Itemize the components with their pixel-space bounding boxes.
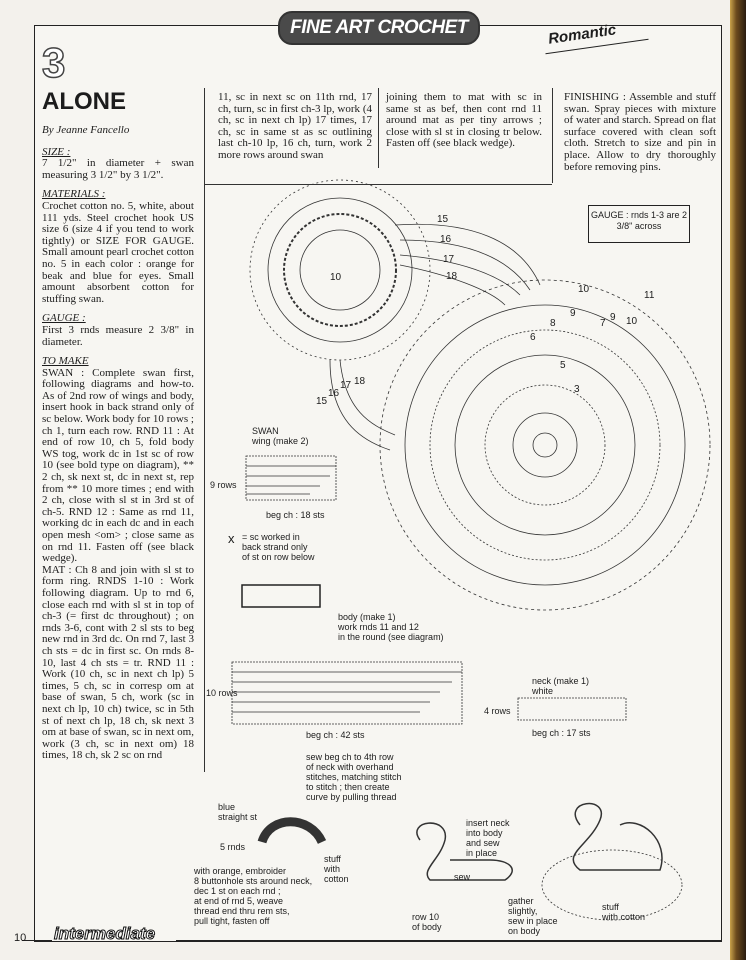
orange-note: with orange, embroider 8 buttonhole sts around neck, dec 1 st on each rnd ; at end of rnd 5, weave thread end thru rem sts, pull tight, fasten off (194, 866, 313, 926)
materials-heading: MATERIALS : (42, 188, 106, 201)
gauge-text: First 3 rnds measure 2 3/8" in diameter. (42, 323, 194, 348)
swan-finished-outline (573, 804, 662, 870)
insert-neck-label: insert neck into body and sew in place (466, 818, 510, 858)
row-label-15: 15 (437, 214, 449, 225)
gauge-heading: GAUGE : (42, 312, 86, 325)
swan-base-scallop-ring (250, 180, 430, 360)
pattern-title: ALONE (42, 88, 126, 115)
swan-instructions: SWAN : Complete swan first, following diagrams and how-to. As of 2nd row of wings and body, insert hook in back strand only of sc below. Work body for 10 rows ; ch 1, turn each row. RND 11 : At end of row 10, ch 5, fold body WS tog, work dc in 1st sc of row 10 (see bold type on diagram), ** 2 ch, sk next st, dc in next st, rep from ** 10 more times ; end with 2 ch, close with sl st in 3rd st of ch-5. RND 12 : Same as rnd 11, working dc in each dc and in each open mesh <om> ; close same as on rnd 11. Fasten off (see black wedge). (42, 366, 194, 565)
body-rows (232, 672, 462, 712)
neck-beg-label: beg ch : 17 sts (532, 728, 591, 738)
mat-outer-ring (380, 280, 710, 610)
sew-label: sew (454, 872, 471, 882)
row10-label: row 10 of body (412, 912, 442, 932)
stuff-cotton-label: stuff with cotton (324, 854, 349, 884)
body-beg-label: beg ch : 42 sts (306, 730, 365, 740)
blue-label: blue straight st (218, 802, 258, 822)
swan-base-inner-ring (300, 230, 380, 310)
mat-rnd-label: 10 (578, 284, 590, 295)
byline: By Jeanne Fancello (42, 124, 130, 136)
sew-note: sew beg ch to 4th row of neck with overhand stitches, matching stitch to stitch ; then create curve by pulling thread (306, 752, 402, 802)
instructions-column-2: 11, sc in next sc on 11th rnd, 17 ch, turn, sc in first ch-3 lp, work (4 ch, sc in next ch lp) 17 times, 17 ch, sc in same st as sc outlining last ch-10 lp, 16 ch, turn, work 2 more rows around swan (218, 91, 372, 161)
instructions-column-3: joining them to mat with sc in same st as bef, then cont rnd 11 around mat as per tiny arrows ; close with sl st in closing tr below. Fasten off (see black wedge). (386, 91, 542, 150)
mat-rnd-label: 6 (530, 332, 536, 343)
finishing-text: FINISHING : Assemble and stuff swan. Spray pieces with mixture of water and starch. Spread on flat surface covered with clean soft cloth. Stretch to size and pin in place. Allow to dry thoroughly before removing pins. (564, 91, 716, 173)
mat-rnd-label: 9 (610, 312, 616, 323)
rnds5-label: 5 rnds (220, 842, 246, 852)
page-number: 10 (14, 932, 27, 944)
row-label-18: 18 (446, 271, 458, 282)
mat-rnd-label: 9 (570, 308, 576, 319)
legend-symbol: x (228, 531, 235, 546)
row-label-17-left: 17 (340, 380, 352, 391)
row-label-17: 17 (443, 254, 455, 265)
mat-rnd-label: 3 (574, 384, 580, 395)
category-label: Romantic (547, 21, 618, 48)
mat-center-ring (533, 433, 557, 457)
body-title: body (make 1) work rnds 11 and 12 in the round (see diagram) (338, 612, 444, 642)
footer-rule (176, 940, 722, 941)
wing-title: SWAN wing (make 2) (252, 426, 309, 446)
legend-text: = sc worked in back strand only of st on row below (242, 532, 315, 562)
wing-rows (246, 466, 336, 494)
neck-title: neck (make 1) white (532, 676, 590, 696)
pattern-number: 3 (42, 39, 66, 86)
footer-rule (22, 940, 52, 941)
mat-ring-7 (455, 355, 635, 535)
chain-path (330, 360, 390, 450)
neck-curve-piece (262, 822, 322, 842)
row-label-18-left: 18 (354, 376, 366, 387)
mat-rnd-label: 8 (550, 318, 556, 329)
center-ring-label: 10 (330, 272, 342, 283)
skill-level-logo: intermediate (54, 924, 156, 943)
materials-text: Crochet cotton no. 5, white, about 111 yds. Steel crochet hook US size 6 (size 4 if you tend to work tightly) or SIZE FOR GAUGE. Small amount pearl crochet cotton no. 5 in each color : orange for beak and blue for eyes. Small amount absorbent cotton for stuffing swan. (42, 199, 194, 305)
row-label-16-left: 16 (328, 388, 340, 399)
wing-beg-label: beg ch : 18 sts (266, 510, 325, 520)
stuff-with-cotton-label: stuff with cotton (602, 902, 646, 922)
size-text: 7 1/2" in diameter + swan measuring 3 1/2" by 3 1/2". (42, 157, 194, 181)
wing-rows-label: 9 rows (210, 480, 237, 490)
swan-base-bold-ring (284, 214, 396, 326)
body-rows-label: 10 rows (206, 688, 238, 698)
mat-instructions: MAT : Ch 8 and join with sl st to form ring. RNDS 1-10 : Work following diagram. Up to rnd 6, close each rnd with sl st in top of ch-3 (= first dc throughout) ; on rnds 3-6, cont with 2 sl sts to beg new rnd in 3rd dc. On rnd 7, last 3 ch sts = dc in first sc. On rnds 8-10, last 4 ch sts = tr. RND 11 : Work (10 ch, sc in next ch lp) 5 times, 5 ch, sc in corresp om at base of swan, 5 ch, work (sc in next ch lp, 10 ch) twice, sc in 5th st of next ch lp, 18 ch, sk next 3 om at base of swan, sc in next om, work (3 ch, sc in next om) 18 times, 18 ch, sk 2 sc on rnd (42, 563, 194, 762)
mat-rnd-label: 10 (626, 316, 638, 327)
legend-swatch (242, 585, 320, 607)
mat-ring-5 (485, 385, 605, 505)
row-label-16: 16 (440, 234, 452, 245)
mat-rnd-label: 11 (644, 290, 655, 301)
body-grid (232, 662, 462, 724)
gauge-box: GAUGE : rnds 1-3 are 2 3/8" across (588, 205, 690, 243)
swan-base-outer-ring (268, 198, 412, 342)
magazine-banner: FINE ART CROCHET (278, 11, 480, 45)
mat-ring-8 (430, 330, 660, 560)
chain-path (400, 255, 520, 295)
neck-grid (518, 698, 626, 720)
neck-rows-label: 4 rows (484, 706, 511, 716)
gather-label: gather slightly, sew in place on body (508, 896, 558, 936)
mat-rnd-label: 5 (560, 360, 566, 371)
row-label-15-left: 15 (316, 396, 328, 407)
mat-rnd-label: 7 (600, 318, 606, 329)
mat-ring-3 (513, 413, 577, 477)
wing-grid (246, 456, 336, 500)
mat-ring-9 (405, 305, 685, 585)
to-make-heading: TO MAKE (42, 355, 89, 368)
size-heading: SIZE : (42, 145, 71, 158)
